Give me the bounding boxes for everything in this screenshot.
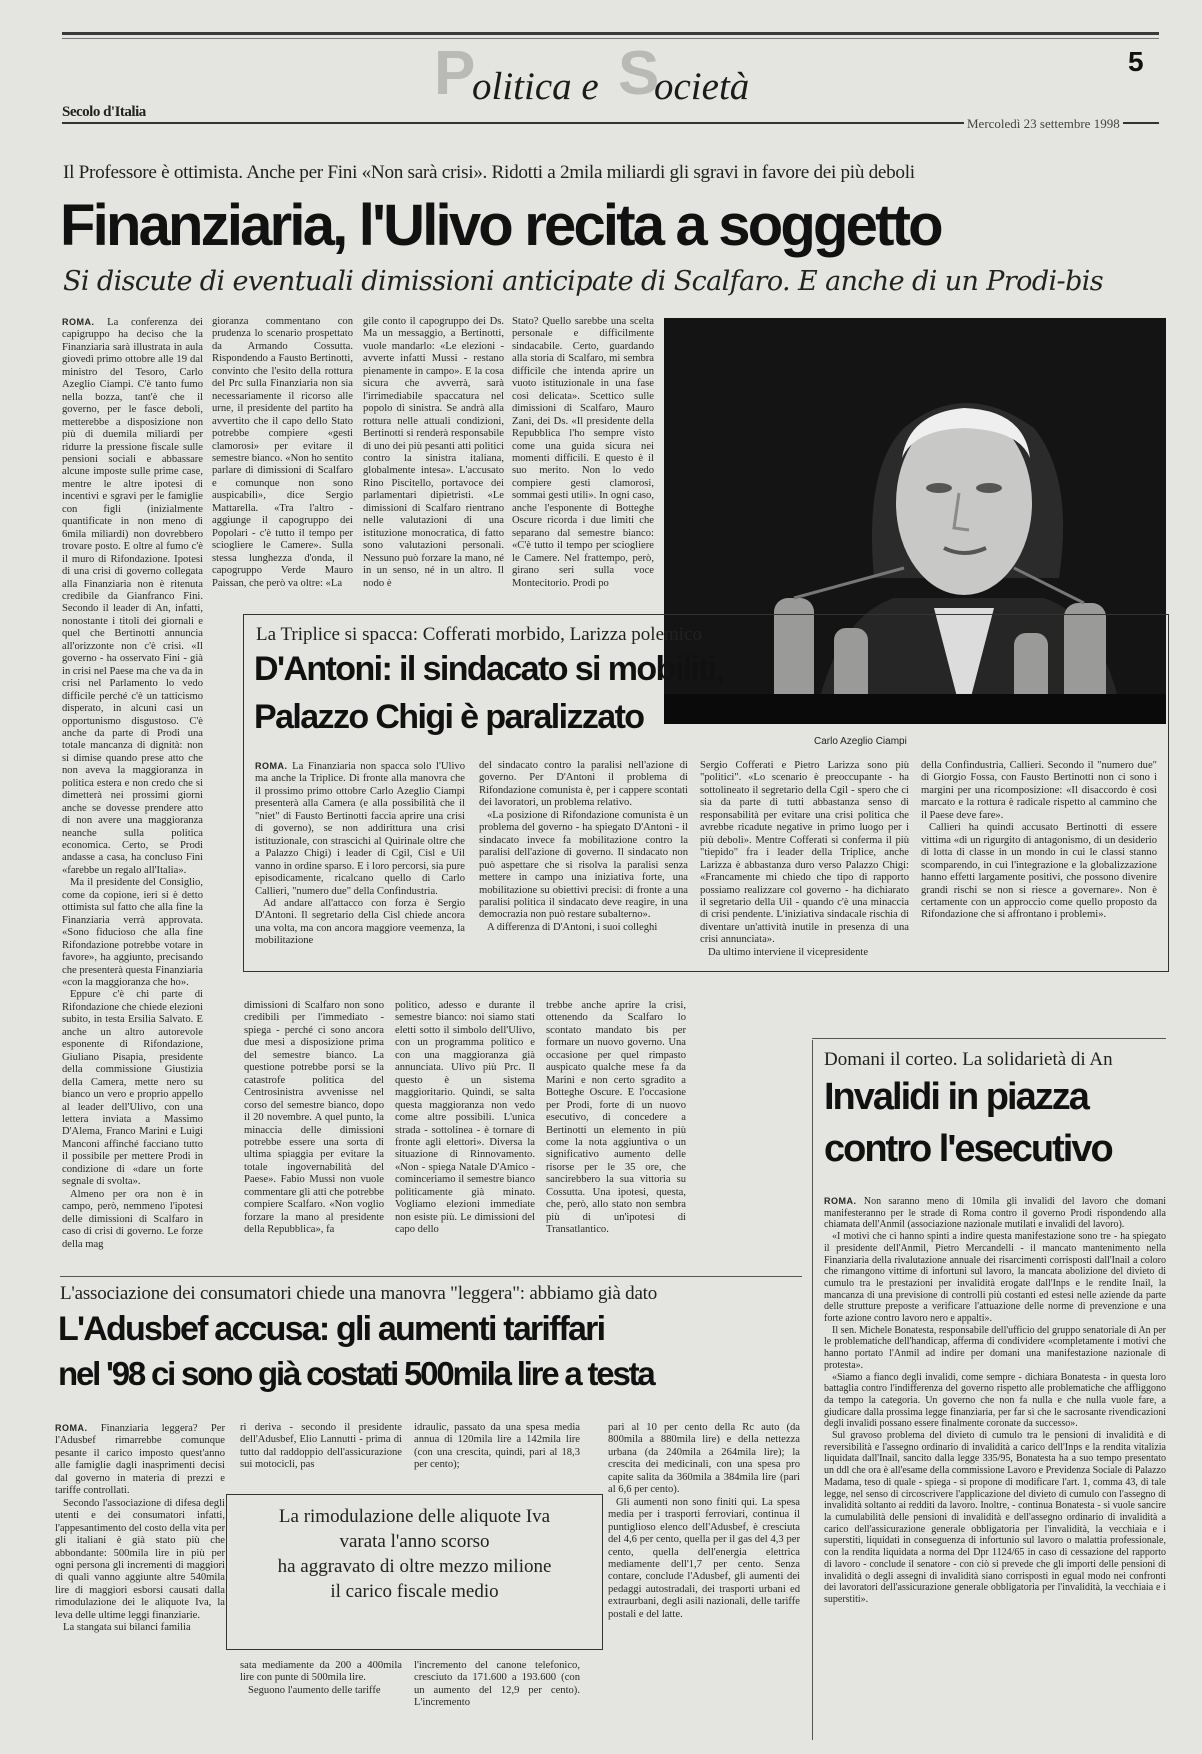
top-rule [62, 32, 1159, 35]
invalidi-paragraph-3: Il sen. Michele Bonatesta, responsabile dell'ufficio del gruppo senatoriale di An per le problematiche dell'handicap, afferma di condividere «completamente i motivi che hanno portato l'Anmil ad indire per domani una manifestazione nazionale di protesta». [824, 1324, 1166, 1371]
lead-lower-column-3: trebbe anche aprire la crisi, ottenendo da Scalfaro lo scontato mandato bis per formare un nuovo governo. Una occasione per quel rimpasto auspicato qualche mese fa da Marini e non certo sgradito a Botteghe Oscure. E l'occasione per Prodi, forte di un nuovo esecutivo, di concedere a Bertinotti un elemento in più come la nota aggiuntiva o un significativo aumento delle risorse per le 35 ore, che sancirebbero la sua vittoria su Cossutta. Una ipotesi, questa, che, però, allo stato non sembra più di un'ipotesi di Transatlantico. [546, 1000, 686, 1236]
lead-col1-text: La conferenza dei capigruppo ha deciso che la Finanziaria sarà illustrata in aula giovedì primo ottobre alle 19 dal ministro del Tesoro, Carlo Azeglio Ciampi. C'è tanto fumo nella bozza, tant'è che il governo, per le fasce deboli, metterebbe a disposizione non più di duemila miliardi per ridurre la pressione fiscale sulle pensioni sociali e abbassare alcune imposte sulle prime case, mentre le altre ipotesi di incentivi e sgravi per le famiglie con figli (inizialmente quantificate in non meno di 6mila miliardi) non dovrebbero trovare posto. E oltre al fumo c'è il muro di Rifondazione. Ipotesi di una crisi di governo collegata alla Finanziaria non è ritenuta credibile da Gianfranco Fini. Secondo il leader di An, infatti, nonostante i titoli dei giornali e quel che Bertinotti annuncia all'orizzonte non c'è crisi. «Il governo - ha osservato Fini - già in crisi nel Paese ma che va da in crisi nel Parlamento lo vedo difficile perché c'è un tatticismo disperato, in alcuni casi un opportunismo disgustoso. C'è anche da parte di Prodi una totale mancanza di dignità: non si dimise quando prese atto che non aveva la maggioranza in politica estera e non credo che si dimetterà nei prossimi giorni anche se dovesse prendere atto di non avere una maggioranza neanche sulla politica economica. Certo, se Prodi andasse a casa, ha concluso Fini «farebbe un regalo all'Italia». [62, 317, 203, 876]
invalidi-column-divider [812, 1040, 813, 1740]
invalidi-paragraph-5: Sul gravoso problema del divieto di cumulo tra le pensioni di invalidità e di reversibilità e l'assegno ordinario di invalidità a carico dell'Inps e la rendita vitalizia liquidata dall'Inail, sancito dalla legge 335/95, Bonatesta ha a suo tempo presentato un ddl che ora è all'esame della commissione Lavoro e Previdenza Sociale di Palazzo Madama, teso di quale - spiega - si propone di modificare l'art. 1, comma 43, di tale legge, nel senso di circoscrivere l'applicazione del divieto di cumulo con l'assegno di invalidità soltanto ai redditi da lavoro. Inoltre, - continua Bonatesta - si vuole sancire la cumulabilità delle pensioni di invalidità e dell'assegno ordinario di invalidità a carico dell'assicurazione generale obbligatoria per l'invalidità, la vecchiaia e i superstiti, liquidati in conseguenza di infortunio sul lavoro o malattia professionale, con la rendita liquidata a norma del Dpr 1124/65 in caso di cessazione del rapporto di lavoro - conclude il senatore - con ciò si prevede che gli importi delle pensioni di invalidità o degli assegni di invalidità siano corrisposti in egual modo nei confronti dei lavoratori dell'assicurazione generale obbligatoria per l'invalidità, la vecchiaia e i superstiti». [824, 1430, 1166, 1605]
pull-quote-line-3: ha aggravato di oltre mezzo milione [277, 1556, 552, 1577]
adusbef-col1-paragraph-b: Secondo l'associazione di difesa degli utenti e dei consumatori infatti, l'appesantimento del costo della vita per gli italiani è già stato più che abbondante: 500mila lire in più per ogni persona gli incrementi di maggiori di quali vanno aggiunte altre 540mila lire di maggiori esborsi causati dalla rimodulazione dei le aliquote Iva, la leva delle ultime leggi finanziarie. [55, 1497, 225, 1621]
section-title-part2: ocietà [654, 65, 750, 108]
p-drop-letter-icon [434, 39, 476, 108]
section-title [434, 38, 834, 108]
invalidi-paragraph-2: «I motivi che ci hanno spinti a indire questa manifestazione sono tre - ha spiegato il presidente dell'Anmil, Pietro Mercandelli - il mancato mantenimento nella Finanziaria della rivalutazione annuale dei risarcimenti corrisposti dall'Inail a coloro che rimangono vittime di infortuni sul lavoro, la mancata abolizione del divieto di cumulo tra le prestazioni per invalidità erogate dall'Inps e le rendite Inail, la mancanza di una previsione di controlli più costanti ed estesi nelle aziende da parte delle strutture preposte a verificare l'attuazione delle norme di prevenzione e una forte azione contro lavoro nero e appalti». [824, 1231, 1166, 1325]
lead-column-3: gile conto il capogruppo dei Ds. Ma un messaggio, a Bertinotti, vuole mandarlo: «Le elezioni - avverte infatti Mussi - restano pienamente in campo». E la cosa sicura che avverrà, sarà l'irrimediabile spaccatura nel popolo di sinistra. Se andrà alla rottura nelle attuali condizioni, Bertinotti si renderà responsabile di uno dei più pesanti atti politici contro la sinistra italiana, globalmente intesa». L'accusato Rino Piscitello, portavoce dei parlamentari dipietristi. «Le dimissioni di Scalfaro rientrano nelle valutazioni di una istituzione monocratica, di fatto sono valutazioni personali. Nessuno può forzare la mano, né in un senso, né in un altro. Il nodo è [363, 316, 504, 589]
triplice-column-1 [255, 760, 465, 960]
triplice-headline-line2: Palazzo Chigi è paralizzato [254, 698, 644, 736]
adusbef-kicker: L'associazione dei consumatori chiede una manovra "leggera": abbiamo già dato [60, 1283, 658, 1304]
adusbef-col2-paragraph-c: Seguono l'aumento delle tariffe [248, 1684, 381, 1696]
triplice-col3-paragraph-b: Da ultimo interviene il vicepresidente [708, 946, 869, 958]
lead-lower-column-2: politico, adesso e durante il semestre bianco: noi siamo stati eletti sotto il simbolo dell'Ulivo, con un programma politico e con una maggioranza già annunciata. Ulivo più Prc. Il questo è un sistema maggioritario. Quindi, se salta questa maggioranza non vedo come altre possibili. L'unica strada - sottolinea - è tornare di fronte agli elettori». Diversa la situazione di Rinnovamento. «Non - spiega Natale D'Amico - cominceriamo il semestre bianco politicamente già minato. Vogliamo elezioni immediate non esiste più. Le dimissioni del capo dello [395, 1000, 535, 1236]
invalidi-headline-line2: contro l'esecutivo [824, 1128, 1112, 1170]
triplice-headline-line1: D'Antoni: il sindacato si mobiliti, [254, 650, 724, 688]
lead-kicker: Il Professore è ottimista. Anche per Fini «Non sarà crisi». Ridotti a 2mila miliardi gli sgravi in favore dei più deboli [63, 162, 915, 183]
adusbef-col2-text: sata mediamente da 200 a 400mila lire con punte di 500mila lire. [240, 1660, 402, 1684]
adusbef-dateline: ROMA. [55, 1423, 88, 1433]
adusbef-column-2-top: ri deriva - secondo il presidente dell'Adusbef, Elio Lannutti - prima di tutto dal raddoppio dell'assicurazione sui motocicli, pas [240, 1422, 402, 1471]
triplice-col1-text: La Finanziaria non spacca solo l'Ulivo ma anche la Triplice. Di fronte alla manovra che il prossimo primo ottobre Carlo Azeglio Ciampi presenterà alla Camera (e alla possibilità che il "niet" di Fausto Bertinotti faccia aprire una crisi di governo), se non addirittura una crisi istituzionale, con strascichi al Quirinale oltre che a Palazzo Chigi) i leader di Cgil, Cisl e Uil vanno in ordine sparso. E i loro percorsi, sia pure episodicamente, ricalcano quello di Carlo Callieri, "numero due" della Confindustria. [255, 761, 465, 897]
photo-caption: Carlo Azeglio Ciampi [814, 736, 907, 747]
triplice-col4-paragraph-b: Callieri ha quindi accusato Bertinotti di essere vittima «di un rigurgito di antagonismo, di un desiderio di lotta di classe in un mondo in cui le classi stanno scomparendo, in cui l'integrazione e la globalizzazione hanno effetti largamente positivi, che possono divenire grandi rischi se non si riesce a governare». Non è certamente con un approccio come quello proposto da Rifondazione che si affrontano i problemi». [921, 822, 1157, 921]
pull-quote-line-1: La rimodulazione delle aliquote Iva [278, 1506, 551, 1527]
lead-col1-paragraph-d: Almeno per ora non è in campo, però, nemmeno l'ipotesi delle dimissioni di Scalfaro in caso di crisi di governo. Le forze della mag [62, 1188, 203, 1250]
lead-column-1 [62, 316, 203, 1250]
s-drop-letter-icon [618, 39, 660, 108]
lead-col1-paragraph-b: Ma il presidente del Consiglio, come da copione, ieri si è detto ottimista sul fatto che alla fine la Finanziaria verrà approvata. «Sono fiducioso che alla fine Rifondazione potrebbe votare in favore», ha aggiunto, precisando che presenterà questa Finanziaria «con la maggioranza che ho». [62, 877, 203, 989]
triplice-col3-text: Sergio Cofferati e Pietro Larizza sono più "politici". «Lo scenario è preoccupante - ha sottolineato il segretario della Cgil - spero che ci sia da parte di tutti abbastanza senso di responsabilità per evitare una crisi politica che avrebbe ricadute negative in primo luogo per i più deboli». Mentre Cofferati si conferma il più "tiepido" fra i leader della Triplice, anche Larizza è abbastanza duro verso Palazzo Chigi: «Francamente mi chiedo che tipo di rapporto possiamo realizzare col governo - ha dichiarato il segretario della Uil - quando c'è una minaccia di crisi pendente. L'iniziativa sindacale rischia di diventare un'attività inutile in presenza di una crisi annunciata». [700, 760, 909, 946]
adusbef-col4-paragraph-b: Gli aumenti non sono finiti qui. La spesa media per i trasporti ferroviari, continua il puntiglioso elenco dell'Adusbef, è cresciuta del 4,6 per cento, quella per il gas del 4,3 per cento, quella dell'energia elettrica mediamente dell'1,7 per cento. Senza contare, conclude l'Adusbef, gli aumenti dei pedaggi autostradali, dei trasporti urbani ed extraurbani, degli asili nazionali, delle tariffe postali e del latte. [608, 1496, 800, 1620]
invalidi-dateline: ROMA. [824, 1196, 857, 1206]
issue-date: Mercoledì 23 settembre 1998 [964, 116, 1123, 132]
pull-quote-line-2: varata l'anno scorso [339, 1531, 490, 1552]
triplice-col4-text: della Confindustria, Callieri. Secondo il "numero due" di Giorgio Fossa, con Fausto Bertinotti non ci sono i margini per una ricomposizione: «Il disaccordo è così marcato e la rottura è radicale rispetto al cammino che il Paese deve fare». [921, 760, 1157, 821]
page-number: 5 [1128, 46, 1144, 77]
triplice-col1-paragraph-b: Ad andare all'attacco con forza è Sergio D'Antoni. Il segretario della Cisl chiede ancora una volta, ma con ancora maggiore veemenza, la mobilitazione [255, 897, 465, 947]
triplice-col2-paragraph-c: A differenza di D'Antoni, i suoi colleghi [487, 921, 658, 933]
invalidi-paragraph-4: «Siamo a fianco degli invalidi, come sempre - dichiara Bonatesta - in questa loro battaglia contro l'indifferenza del governo rispetto alle problematiche che affliggono da tempo la categoria. Un governo che non fa nulla e che nulla vuole fare, a giudicare dalla prossima legge finanziaria, per far sì che le sacrosante rivendicazioni degli invalidi possano essere finalmente coronate da successo». [824, 1371, 1166, 1430]
adusbef-column-2-bottom [240, 1660, 402, 1738]
triplice-column-4 [921, 760, 1157, 960]
invalidi-body [824, 1196, 1166, 1738]
section-title-part1: olitica e [472, 65, 609, 108]
invalidi-rule [812, 1038, 1166, 1039]
svg-text:S: S [618, 39, 660, 108]
lead-dateline: ROMA. [62, 317, 95, 327]
invalidi-kicker: Domani il corteo. La solidarietà di An [824, 1049, 1113, 1070]
invalidi-body-text: Non saranno meno di 10mila gli invalidi del lavoro che domani manifesteranno per le strade di Roma contro il governo Prodi rispondendo alla chiamata dell'Anmil (associazione nazionale mutilati e invalidi del lavoro). [824, 1196, 1167, 1231]
lead-deck: Si discute di eventuali dimissioni anticipate di Scalfaro. E anche di un Prodi-bis [63, 266, 1104, 297]
svg-text:P: P [434, 39, 476, 108]
triplice-kicker: La Triplice si spacca: Cofferati morbido, Larizza polemico [256, 624, 703, 645]
triplice-col2-text: del sindacato contro la paralisi nell'azione di governo. Per D'Antoni il problema di Rifondazione comunista è, per i cappere scontati dei lavoratori, un problema relativo. [479, 760, 688, 809]
paper-name: Secolo d'Italia [62, 104, 146, 120]
adusbef-column-3-bottom: l'incremento del canone telefonico, cresciuto da 171.600 a 193.600 (con un aumento del 12,9 per cento). L'incremento [414, 1660, 580, 1709]
adusbef-column-3-top: idraulic, passato da una spesa media annua di 120mila lire a 142mila lire (con una crescita, quindi, pari al 18,3 per cento); [414, 1422, 580, 1471]
lead-col1-paragraph-c: Eppure c'è chi parte di Rifondazione che chiede elezioni subito, in testa Ersilia Salvato. E anche un altro autorevole esponente di Rifondazione, Giuliano Pisapia, presidente della commissione Giustizia della Camera, mette nero su bianco un vero e proprio appello al leader dell'Ulivo, con una lettera inviata a Massimo D'Alema, Franco Marini e Luigi Manconi affinché facciano tutto il possibile per mettere Prodi in condizione di «dare un forte segnale di svolta». [62, 989, 203, 1188]
lead-column-2: gioranza commentano con prudenza lo scenario prospettato da Armando Cossutta. Rispondendo a Fausto Bertinotti, convinto che l'esito della rottura del Prc sulla Finanziaria non sia necessariamente il ricorso alle urne, il presidente del partito ha avvertito che il capo dello Stato potrebbe compiere «gesti clamorosi» per evitare il semestre bianco. «Non ho sentito parlare di dimissioni di Scalfaro e comunque non sono auspicabili», dice Sergio Mattarella. «Tra l'altro - aggiunge il capogruppo dei Popolari - c'è tutto il tempo per sciogliere le Camere». Sulla stessa lunghezza d'onda, il capogruppo Verde Mauro Paissan, che però va oltre: «La [212, 316, 353, 589]
pull-quote [226, 1504, 603, 1604]
adusbef-headline-line2: nel '98 ci sono già costati 500mila lire a testa [58, 1355, 654, 1392]
adusbef-col1-text: Finanziaria leggera? Per l'Adusbef rimarrebbe comunque pesante il carico imposto quest'anno alle famiglie dagli inasprimenti decisi dal governo in materia di prezzi e tariffe controllati. [55, 1423, 225, 1497]
lead-column-4: Stato? Quello sarebbe una scelta personale e difficilmente sindacabile. Certo, guardando alla storia di Scalfaro, mi sembra difficile che intenda aprire un vuoto istituzionale in una fase così delicata». Scettico sulle dimissioni di Scalfaro, Mauro Zani, dei Ds. «Il presidente della Repubblica l'ho sempre visto come una guida sicura nei momenti difficili. E questo è il suo merito. Non lo vedo compiere gesti clamorosi, sommai gesti utili». In ogni caso, anche l'esponente di Botteghe Oscure ricorda i due limiti che separano dal semestre bianco: «C'è tutto il tempo per sciogliere le Camere. Nel frattempo, però, girano seri sulla voce Montecitorio. Prodi po [512, 316, 654, 589]
adusbef-column-1 [55, 1422, 225, 1738]
pull-quote-line-4: il carico fiscale medio [330, 1581, 499, 1602]
triplice-col2-paragraph-b: «La posizione di Rifondazione comunista è un problema del governo - ha spiegato D'Antoni - il sindacato invece fa mobilitazione contro la paralisi dell'azione di governo. Il sindacato non può aspettare che si risolva la paralisi senza mettere in campo una iniziativa forte, una mobilitazione su obiettivi precisi: di fronte a una paralisi politica il sindacato deve reagire, in una democrazia non può restare subalterno». [479, 809, 688, 921]
triplice-dateline: ROMA. [255, 761, 288, 771]
adusbef-col4-text: pari al 10 per cento della Rc auto (da 800mila a 880mila lire) e della nettezza urbana (da 240mila a 264mila lire); la crescita dei medicinali, con una spesa pro capite salita da 360mila a 384mila lire (pari al 6,6 per cento). [608, 1422, 800, 1496]
lead-headline: Finanziaria, l'Ulivo recita a soggetto [60, 193, 941, 258]
adusbef-column-4 [608, 1422, 800, 1738]
adusbef-rule [60, 1276, 802, 1277]
triplice-column-3 [700, 760, 909, 960]
invalidi-headline-line1: Invalidi in piazza [824, 1076, 1088, 1118]
triplice-column-2 [479, 760, 688, 960]
lead-lower-column-1: dimissioni di Scalfaro non sono credibili per l'immediato - spiega - perché ci sono ancora due mesi a disposizione prima del semestre bianco. La questione potrebbe porsi se la catastrofe politica del Centrosinistra avvenisse nel corso del semestre bianco, dopo il 20 novembre. A quel punto, la minaccia delle dimissioni potrebbe essere una sorta di ultima spiaggia per evitare la totale ingovernabilità del Paese». Fabio Mussi non vuole commentare gli atti che potrebbe compiere Scalfaro. «Non voglio forzare la mano al presidente della Repubblica», fa [244, 1000, 384, 1236]
adusbef-col1-paragraph-c: La stangata sui bilanci familia [63, 1622, 191, 1634]
adusbef-headline-line1: L'Adusbef accusa: gli aumenti tariffari [58, 1310, 605, 1348]
